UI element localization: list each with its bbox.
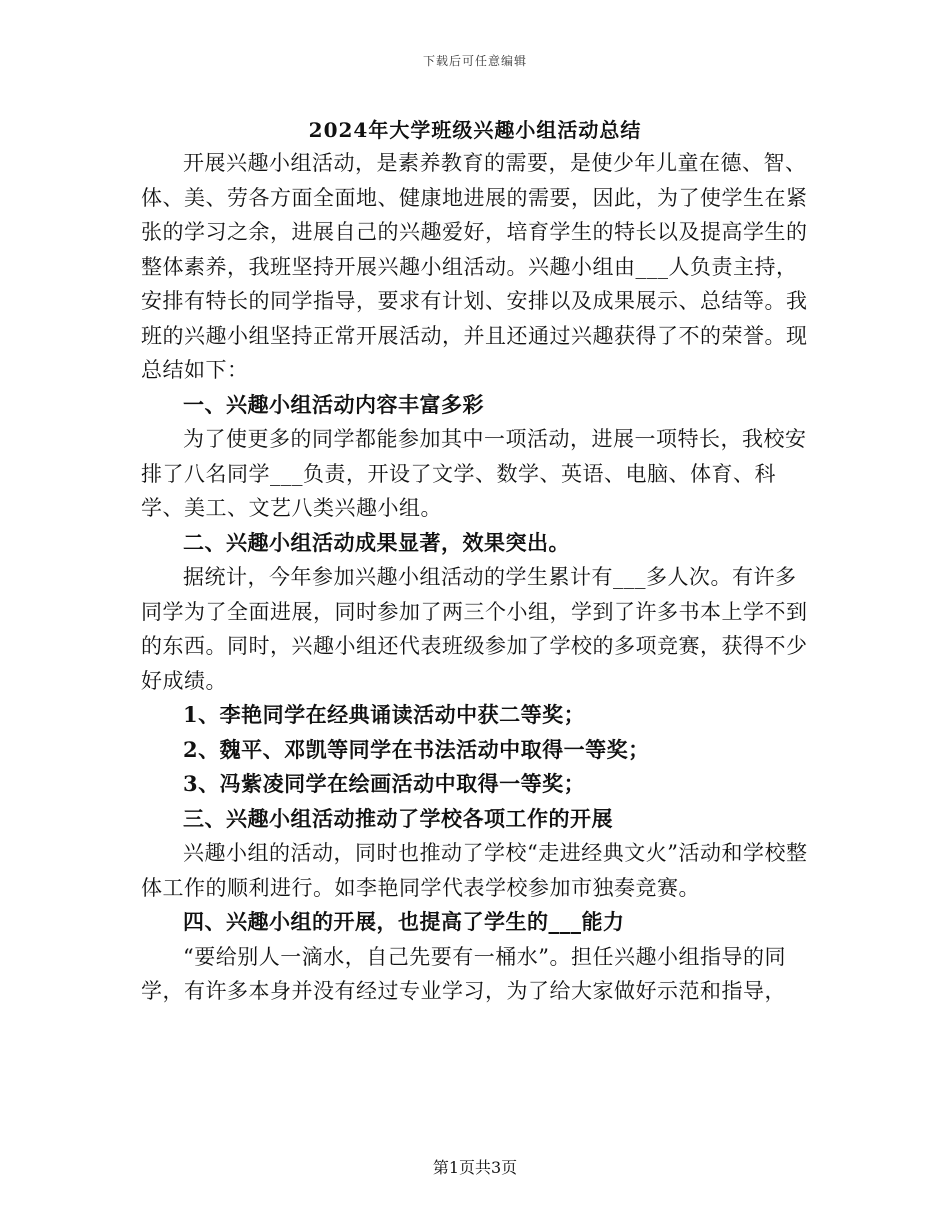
document-body <box>141 146 813 1009</box>
award-item-3: 3、冯紫凌同学在绘画活动中取得一等奖； <box>183 771 586 796</box>
page-footer-number: 第1页共3页 <box>432 1158 518 1177</box>
section-heading-4: 四、兴趣小组的开展，也提高了学生的___能力 <box>183 909 625 934</box>
award-item-2: 2、魏平、邓凯等同学在书法活动中取得一等奖； <box>183 736 650 762</box>
section-heading-3: 三、兴趣小组活动推动了学校各项工作的开展 <box>183 805 613 831</box>
section-2-paragraph: 据统计，今年参加兴趣小组活动的学生累计有___多人次。有许多同学为了全面进展，同时参加了两三个小组，学到了许多书本上学不到的东西。同时，兴趣小组还代表班级参加了学校的多项竞赛，获得不少好成绩。 <box>141 565 808 693</box>
section-1-paragraph: 为了使更多的同学都能参加其中一项活动，进展一项特长，我校安排了八名同学___负责，开设了文学、数学、英语、电脑、体育、科学、美工、文艺八类兴趣小组。 <box>141 427 807 520</box>
intro-paragraph: 开展兴趣小组活动，是素养教育的需要，是使少年儿童在德、智、体、美、劳各方面全面地、健康地进展的需要，因此，为了使学生在紧张的学习之余，进展自己的兴趣爱好，培育学生的特长以及提高学生的整体素养，我班坚持开展兴趣小组活动。兴趣小组由___人负责主持，安排有特长的同学指导，要求有计划、安排以及成果展示、总结等。我班的兴趣小组坚持正常开展活动，并且还通过兴趣获得了不的荣誉。现总结如下： <box>141 151 808 382</box>
section-3-paragraph: 兴趣小组的活动，同时也推动了学校“走进经典文火”活动和学校整体工作的顺利进行。如李艳同学代表学校参加市独奏竞赛。 <box>141 841 808 900</box>
document-title: 2024年大学班级兴趣小组活动总结 <box>308 118 642 142</box>
page-header-note: 下载后可任意编辑 <box>422 54 527 68</box>
section-4-paragraph: “要给别人一滴水，自己先要有一桶水”。担任兴趣小组指导的同学，有许多本身并没有经过专业学习，为了给大家做好示范和指导， <box>141 944 786 1003</box>
section-heading-2: 二、兴趣小组活动成果显著，效果突出。 <box>183 529 570 555</box>
award-item-1: 1、李艳同学在经典诵读活动中获二等奖； <box>183 702 586 727</box>
section-heading-1: 一、兴趣小组活动内容丰富多彩 <box>183 391 484 417</box>
